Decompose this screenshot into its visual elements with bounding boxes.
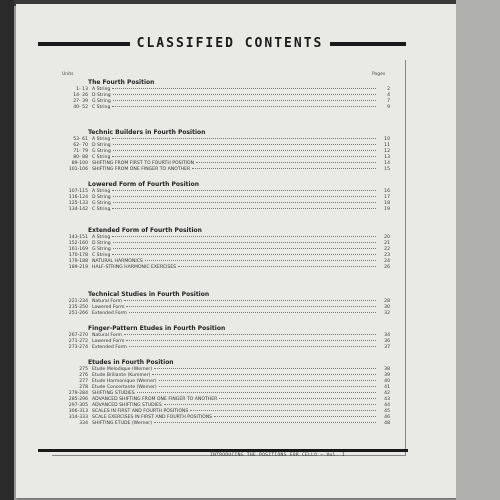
dot-leader (113, 248, 376, 249)
section-title: Lowered Form of Fourth Position (88, 181, 199, 188)
entry-units: 101-106 (68, 167, 88, 172)
contents-section (60, 78, 390, 111)
dot-leader (112, 138, 376, 139)
entry-page: 16 (384, 189, 390, 194)
entry-title: D String (92, 241, 111, 246)
entry-page: 34 (384, 333, 390, 338)
entry-title: C String (92, 155, 111, 160)
entry-title: SHIFTING FROM ONE FINGER TO ANOTHER (92, 167, 191, 172)
dot-leader (192, 168, 376, 169)
entry-page: 12 (384, 149, 390, 154)
entry-units: 273-274 (68, 345, 88, 350)
entry-units: 306-313 (68, 409, 88, 414)
entry-title: C String (92, 207, 111, 212)
entry-page: 30 (384, 305, 390, 310)
dot-leader (113, 150, 376, 151)
entry-page: 7 (387, 99, 390, 104)
entry-page: 17 (384, 195, 390, 200)
entry-units: 116-124 (68, 195, 88, 200)
contents-entry (60, 421, 390, 427)
entry-title: A String (92, 235, 111, 240)
entry-page: 32 (384, 311, 390, 316)
dot-leader (113, 144, 376, 145)
entry-page: 45 (384, 409, 390, 414)
entry-title: SCALES IN FIRST AND FOURTH POSITIONS (92, 409, 189, 414)
scan-edge-left (0, 0, 14, 500)
entry-units: 152-160 (68, 241, 88, 246)
entry-page: 11 (384, 143, 390, 148)
entry-page: 2 (387, 87, 390, 92)
entry-title: Etude Concertante (Werner) (92, 385, 157, 390)
entry-title: Extended Form (92, 311, 127, 316)
entry-page: 46 (384, 415, 390, 420)
dot-leader (112, 254, 376, 255)
entry-units: 134-142 (68, 207, 88, 212)
entry-page: 38 (384, 367, 390, 372)
entry-units: 71- 79 (73, 149, 88, 154)
dot-leader (178, 266, 376, 267)
contents-entry (60, 345, 390, 351)
contents-section (60, 128, 390, 173)
dot-leader (124, 300, 376, 301)
entry-units: 1- 13 (76, 87, 88, 92)
entry-title: A String (92, 137, 111, 142)
entry-page: 24 (384, 259, 390, 264)
entry-units: 235-250 (68, 305, 88, 310)
entry-page: 9 (387, 105, 390, 110)
entry-units: 14- 26 (73, 93, 88, 98)
entry-title: A String (92, 189, 111, 194)
dot-leader (113, 100, 376, 101)
entry-title: Natural Form (92, 333, 122, 338)
entry-title: SHIFTING STUDIES (92, 391, 135, 396)
dot-leader (126, 306, 376, 307)
entry-page: 10 (384, 137, 390, 142)
contents-section (60, 358, 390, 427)
footer-text: INTRODUCING THE POSITIONS FOR CELLO — Vol. I (210, 453, 345, 458)
entry-page: 23 (384, 253, 390, 258)
section-title: Etudes in Fourth Position (88, 359, 174, 366)
pages-column-label: Pages (372, 72, 386, 77)
page-title: CLASSIFIED CONTENTS (130, 36, 330, 51)
entry-units: 277 (79, 379, 88, 384)
entry-units: 62- 70 (73, 143, 88, 148)
entry-page: 22 (384, 247, 390, 252)
entry-units: 297-305 (68, 403, 88, 408)
entry-title: A String (92, 87, 111, 92)
entry-units: 143-151 (68, 235, 88, 240)
entry-title: ADVANCED SHIFTING FROM ONE FINGER TO ANOTHER (92, 397, 218, 402)
entry-units: 80- 88 (73, 155, 88, 160)
entry-page: 37 (384, 345, 390, 350)
dot-leader (159, 380, 376, 381)
dot-leader (190, 410, 376, 411)
entry-title: G String (92, 247, 111, 252)
entry-units: 189-219 (68, 265, 88, 270)
footer-rule (38, 449, 408, 452)
section-title: Technical Studies in Fourth Position (88, 291, 210, 298)
entry-page: 13 (384, 155, 390, 160)
entry-title: ADVANCED SHIFTING STUDIES (92, 403, 162, 408)
entry-page: 14 (384, 161, 390, 166)
scan-edge-right (456, 0, 500, 500)
entry-units: 170-178 (68, 253, 88, 258)
entry-page: 21 (384, 241, 390, 246)
title-rule-left (38, 42, 133, 46)
entry-page: 20 (384, 235, 390, 240)
dot-leader (112, 208, 376, 209)
entry-page: 26 (384, 265, 390, 270)
dot-leader (113, 242, 376, 243)
entry-page: 28 (384, 299, 390, 304)
dot-leader (129, 346, 376, 347)
entry-title: G String (92, 201, 111, 206)
dot-leader (214, 416, 376, 417)
entry-title: D String (92, 195, 111, 200)
section-title: Extended Form of Fourth Position (88, 227, 202, 234)
entry-title: Natural Form (92, 299, 122, 304)
dot-leader (112, 190, 376, 191)
contents-section (60, 324, 390, 351)
entry-title: Lowered Form (92, 339, 125, 344)
contents-entry (60, 105, 390, 111)
entry-page: 41 (384, 385, 390, 390)
dot-leader (164, 404, 376, 405)
entry-title: Etude Brillante (Kummer) (92, 373, 151, 378)
dot-leader (112, 156, 376, 157)
section-title: Technic Builders in Fourth Position (88, 129, 206, 136)
entry-title: D String (92, 143, 111, 148)
entry-units: 276 (79, 373, 88, 378)
dot-leader (159, 386, 376, 387)
contents-section (60, 290, 390, 317)
entry-title: D String (92, 93, 111, 98)
entry-units: 271-272 (68, 339, 88, 344)
entry-units: 40- 52 (73, 105, 88, 110)
entry-page: 48 (384, 421, 390, 426)
section-title: Finger-Pattern Etudes in Fourth Position (88, 325, 226, 332)
dot-leader (112, 106, 376, 107)
entry-title: Lowered Form (92, 305, 125, 310)
dot-leader (137, 392, 376, 393)
entry-units: 279-284 (68, 391, 88, 396)
entry-title: SCALE EXERCISES IN FIRST AND FOURTH POSITIONS (92, 415, 213, 420)
entry-units: 275 (79, 367, 88, 372)
entry-units: 278 (79, 385, 88, 390)
entry-units: 53- 61 (73, 137, 88, 142)
dot-leader (196, 162, 376, 163)
entry-page: 18 (384, 201, 390, 206)
contents-entry (60, 265, 390, 271)
entry-title: Extended Form (92, 345, 127, 350)
dot-leader (152, 374, 376, 375)
units-column-label: Units (62, 72, 74, 77)
dot-leader (154, 368, 376, 369)
entry-page: 19 (384, 207, 390, 212)
entry-title: Etude Harmonique (Werner) (92, 379, 157, 384)
dot-leader (124, 334, 376, 335)
entry-title: G String (92, 99, 111, 104)
entry-units: 27- 39 (73, 99, 88, 104)
dot-leader (126, 340, 376, 341)
entry-title: C String (92, 105, 111, 110)
entry-page: 42 (384, 391, 390, 396)
dot-leader (129, 312, 376, 313)
entry-title: Etude Melodique (Werner) (92, 367, 153, 372)
entry-units: 251-266 (68, 311, 88, 316)
entry-page: 4 (387, 93, 390, 98)
entry-page: 43 (384, 397, 390, 402)
section-title: The Fourth Position (88, 79, 155, 86)
entry-title: HALF-STRING HARMONIC EXERCISES (92, 265, 177, 270)
entry-title: SHIFTING FROM FIRST TO FOURTH POSITION (92, 161, 195, 166)
entry-page: 44 (384, 403, 390, 408)
title-rule-right (326, 42, 406, 46)
dot-leader (112, 88, 376, 89)
entry-title: G String (92, 149, 111, 154)
dot-leader (112, 236, 376, 237)
entry-units: 314-333 (68, 415, 88, 420)
contents-entry (60, 311, 390, 317)
entry-units: 107-115 (68, 189, 88, 194)
dot-leader (145, 260, 376, 261)
dot-leader (113, 202, 376, 203)
dot-leader (113, 94, 376, 95)
entry-title: NATURAL HARMONICS (92, 259, 143, 264)
entry-page: 40 (384, 379, 390, 384)
entry-units: 125-133 (68, 201, 88, 206)
entry-units: 89-100 (71, 161, 88, 166)
contents-entry (60, 207, 390, 213)
entry-units: 161-169 (68, 247, 88, 252)
contents-section (60, 226, 390, 271)
entry-title: SHIFTING ETUDE (Werner) (92, 421, 152, 426)
dot-leader (219, 398, 376, 399)
entry-units: 334 (79, 421, 88, 426)
entry-units: 221-234 (68, 299, 88, 304)
contents-entry (60, 167, 390, 173)
entry-page: 39 (384, 373, 390, 378)
dot-leader (154, 422, 376, 423)
entry-page: 15 (384, 167, 390, 172)
contents-section (60, 180, 390, 213)
dot-leader (113, 196, 376, 197)
entry-units: 179-188 (68, 259, 88, 264)
entry-title: C String (92, 253, 111, 258)
entry-units: 285-296 (68, 397, 88, 402)
entry-page: 36 (384, 339, 390, 344)
entry-units: 267-270 (68, 333, 88, 338)
